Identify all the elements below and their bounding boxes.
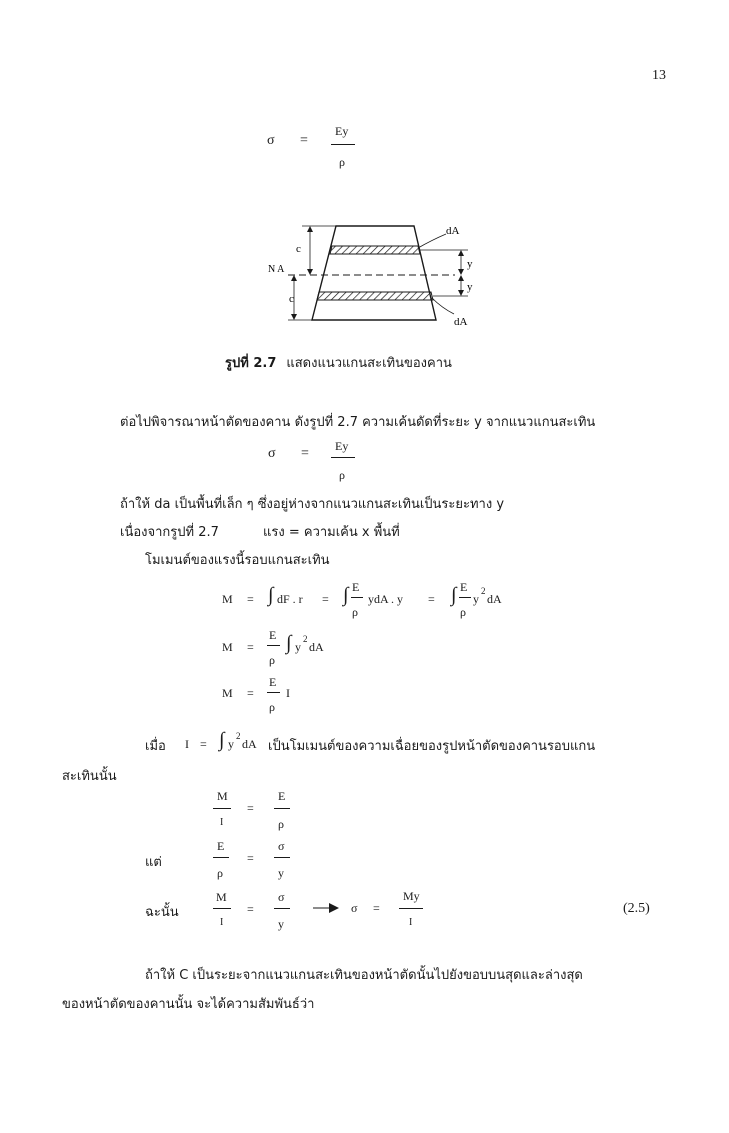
label-c-lower: c	[289, 293, 294, 305]
fraction-bar	[331, 457, 355, 458]
fraction-bar	[267, 692, 280, 693]
paragraph-distance-c-line2: ของหน้าตัดของคานนั้น จะได้ความสัมพันธ์ว่า	[62, 997, 315, 1012]
fraction-bar	[274, 857, 290, 858]
fraction-bar	[213, 857, 229, 858]
eq-op: =	[300, 133, 308, 148]
label-dA-lower: dA	[454, 316, 468, 328]
hatched-strip-lower	[317, 292, 433, 300]
line-force-definition: แรง = ความเค้น x พื้นที่	[263, 525, 400, 540]
eq-numerator: Ey	[335, 439, 349, 453]
line-since-figure: เนื่องจากรูปที่ 2.7	[120, 525, 219, 540]
integral-sign: ∫	[343, 584, 349, 606]
fraction-bar	[399, 908, 423, 909]
page-number: 13	[652, 68, 666, 83]
implies-arrow-icon	[313, 903, 339, 913]
paragraph-distance-c-line1: ถ้าให้ C เป็นระยะจากแนวแกนสะเทินของหน้าตัดนั้นไปยังขอบบนสุดและล่างสุด	[145, 968, 583, 983]
hatched-strip-upper	[330, 246, 420, 254]
eq-lhs: σ	[267, 133, 275, 148]
label-c-upper: c	[296, 243, 301, 255]
equation-number: (2.5)	[623, 901, 650, 916]
fraction-bar	[351, 597, 363, 598]
fraction-bar	[213, 908, 231, 909]
eq-denominator: ρ	[339, 155, 345, 169]
fraction-bar	[274, 808, 290, 809]
integral-sign: ∫	[451, 584, 457, 606]
eq-numerator: Ey	[335, 124, 349, 138]
integral-sign: ∫	[268, 584, 274, 606]
integral-sign: ∫	[219, 729, 225, 751]
label-dA-upper: dA	[446, 225, 460, 237]
fraction-bar	[267, 645, 280, 646]
fraction-bar	[213, 808, 231, 809]
eq-lhs: σ	[268, 446, 276, 461]
label-y-lower: y	[467, 281, 473, 293]
trapezoid-section	[312, 226, 436, 320]
paragraph-bending-stress: ต่อไปพิจารณาหน้าตัดของคาน ดังรูปที่ 2.7 ความเค้นดัดที่ระยะ y จากแนวแกนสะเทิน	[120, 415, 596, 430]
beam-cross-section-diagram	[250, 218, 490, 333]
line-neutral-continuation: สะเทินนั้น	[62, 769, 117, 784]
caption-text: แสดงแนวแกนสะเทินของคาน	[286, 356, 452, 371]
eq-op: =	[301, 446, 309, 461]
fraction-bar	[331, 144, 355, 145]
figure-caption	[225, 352, 452, 373]
label-y-upper: y	[467, 258, 473, 270]
fraction-bar	[459, 597, 471, 598]
caption-prefix: รูปที่ 2.7	[225, 356, 277, 371]
line-moment-about-axis: โมเมนต์ของแรงนี้รอบแกนสะเทิน	[145, 553, 330, 568]
eq-denominator: ρ	[339, 468, 345, 482]
integral-sign: ∫	[286, 632, 292, 654]
fraction-bar	[274, 908, 290, 909]
label-neutral-axis: N A	[268, 264, 285, 275]
line-small-area: ถ้าให้ da เป็นพื้นที่เล็ก ๆ ซึ่งอยู่ห่างจากแนวแกนสะเทินเป็นระยะทาง y	[120, 497, 505, 512]
